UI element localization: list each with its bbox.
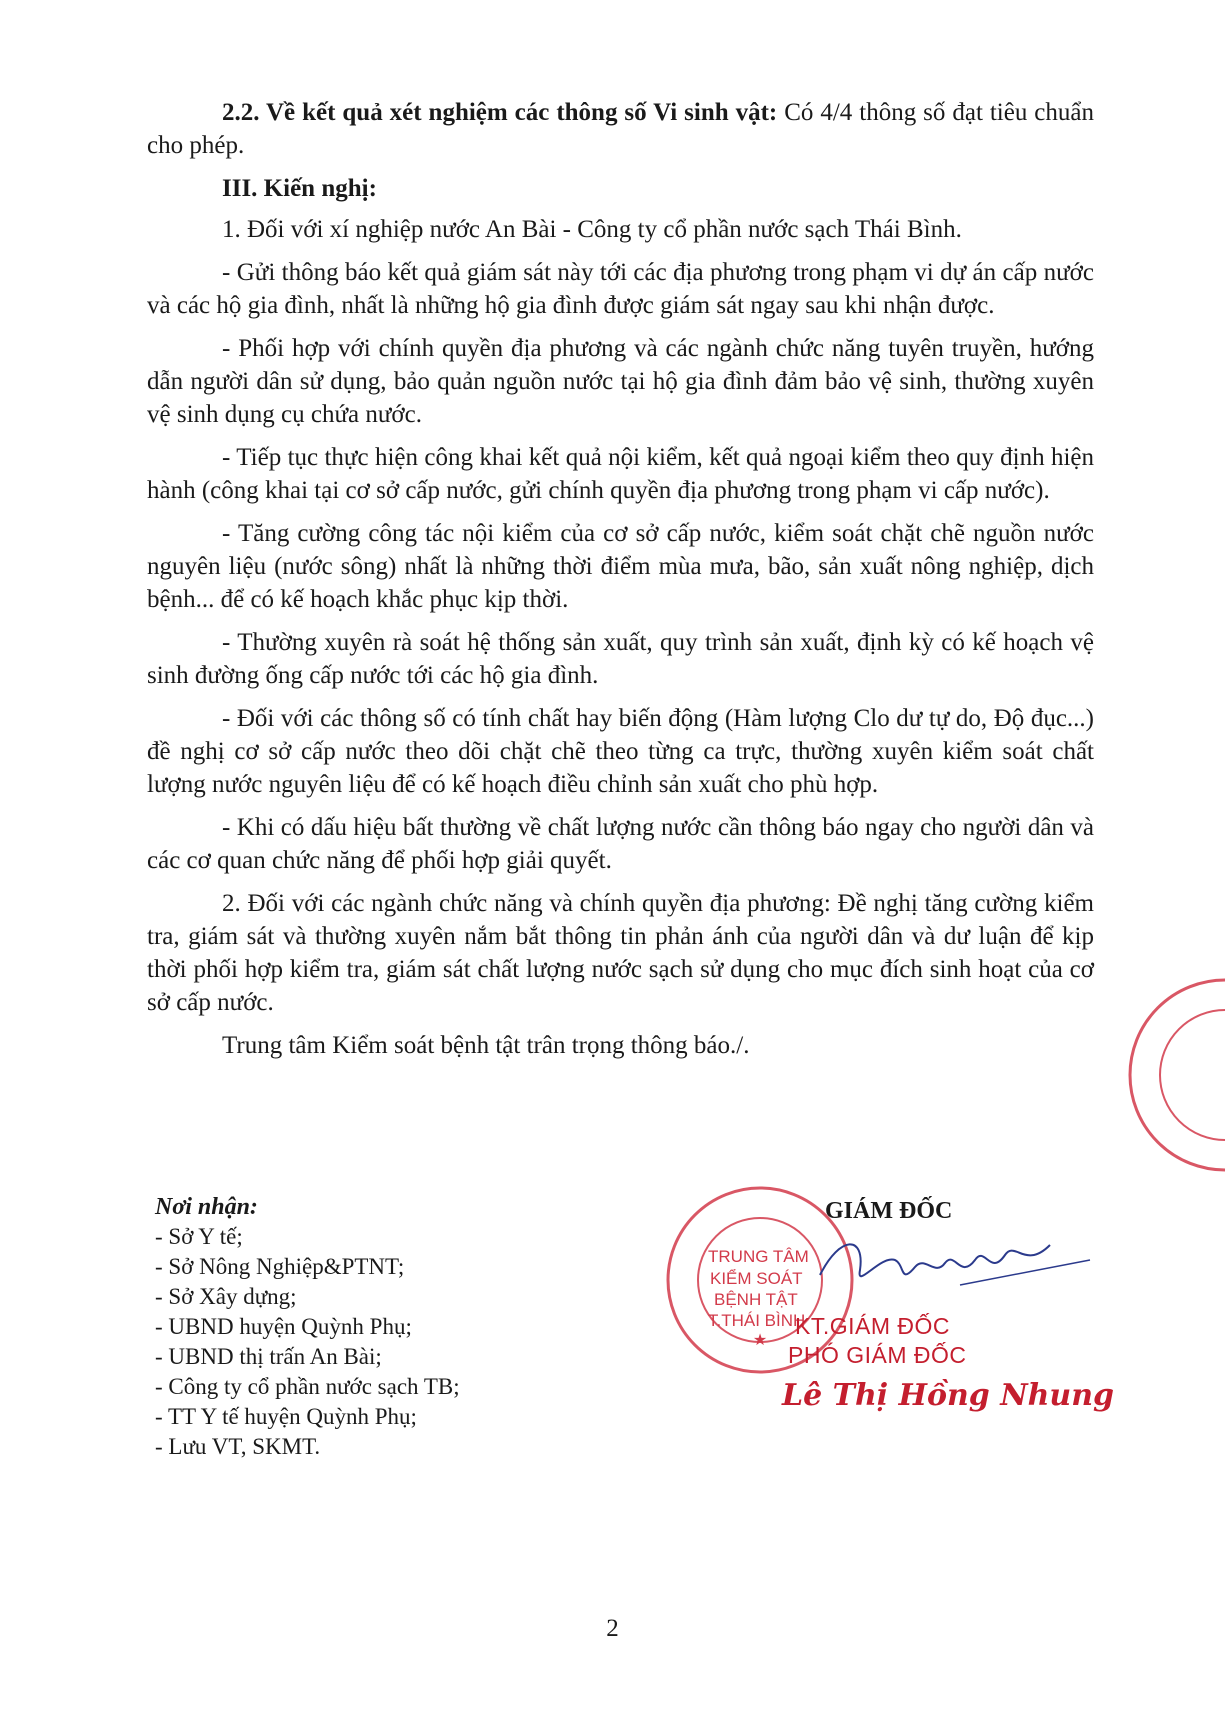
recipient-item: - Lưu VT, SKMT. — [155, 1432, 585, 1462]
recipient-item: - UBND huyện Quỳnh Phụ; — [155, 1312, 585, 1342]
recipient-item: - Công ty cổ phần nước sạch TB; — [155, 1372, 585, 1402]
recipient-item: - UBND thị trấn An Bài; — [155, 1342, 585, 1372]
role-line-2: PHÓ GIÁM ĐỐC — [788, 1342, 967, 1368]
recipients-block — [155, 1192, 585, 1462]
signature-block — [660, 1180, 1120, 1510]
edge-stamp-icon — [1110, 975, 1225, 1175]
role-line-1: KT.GIÁM ĐỐC — [795, 1313, 951, 1339]
director-title: GIÁM ĐỐC — [825, 1198, 953, 1224]
recipient-item: - TT Y tế huyện Quỳnh Phụ; — [155, 1402, 585, 1432]
bullet-paragraph: - Tăng cường công tác nội kiểm của cơ sở cấp nước, kiểm soát chặt chẽ nguồn nước nguyên liệu (nước sông) nhất là những thời điểm mùa mưa, bão, sản xuất nông nghiệp, dịch bệnh... để có kế hoạch khắc phục kịp thời. — [147, 520, 1094, 613]
stamp-line: TRUNG TÂM — [708, 1247, 809, 1266]
bullet-paragraph: - Đối với các thông số có tính chất hay biến động (Hàm lượng Clo dư tự do, Độ đục...) đề nghị cơ sở cấp nước theo dõi chặt chẽ theo từng ca trực, thường xuyên kiểm soát chất lượng nước nguyên liệu để có kế hoạch điều chỉnh sản xuất cho phù hợp. — [147, 705, 1094, 798]
stamp-line: KIỂM SOÁT — [710, 1269, 803, 1288]
recipient-item: - Sở Nông Nghiệp&PTNT; — [155, 1252, 585, 1282]
recipients-list — [155, 1222, 585, 1462]
section-2-2-rest: Có 4/4 thông số đạt tiêu chuẩn cho phép. — [147, 99, 1094, 159]
signer-name: Lê Thị Hồng Nhung — [782, 1378, 1115, 1413]
bullet-paragraph: - Phối hợp với chính quyền địa phương và các ngành chức năng tuyên truyền, hướng dẫn người dân sử dụng, bảo quản nguồn nước tại hộ gia đình đảm bảo vệ sinh, thường xuyên vệ sinh dụng cụ chứa nước. — [147, 335, 1094, 428]
bullet-paragraph: - Khi có dấu hiệu bất thường về chất lượng nước cần thông báo ngay cho người dân và các cơ quan chức năng để phối hợp giải quyết. — [147, 814, 1094, 874]
bullet-paragraph: - Thường xuyên rà soát hệ thống sản xuất, quy trình sản xuất, định kỳ có kế hoạch vệ sinh đường ống cấp nước tới các hộ gia đình. — [147, 629, 1094, 689]
bullet-paragraph: - Gửi thông báo kết quả giám sát này tới các địa phương trong phạm vi dự án cấp nước và các hộ gia đình, nhất là những hộ gia đình được giám sát ngay sau khi nhận được. — [147, 259, 1094, 319]
item-2-paragraph: 2. Đối với các ngành chức năng và chính quyền địa phương: Đề nghị tăng cường kiểm tra, giám sát và thường xuyên nắm bắt thông tin phản ánh của người dân và dư luận để kịp thời phối hợp kiểm tra, giám sát chất lượng nước sạch sử dụng cho mục đích sinh hoạt của cơ sở cấp nước. — [147, 890, 1094, 1016]
stamp-line: BỆNH TẬT — [714, 1290, 798, 1309]
page-number: 2 — [606, 1615, 619, 1642]
section-2-2-lead: 2.2. Về kết quả xét nghiệm các thông số Vi sinh vật: — [222, 99, 778, 126]
section-3-heading: III. Kiến nghị: — [222, 175, 377, 202]
bullet-paragraph: - Tiếp tục thực hiện công khai kết quả nội kiểm, kết quả ngoại kiểm theo quy định hiện hành (công khai tại cơ sở cấp nước, gửi chính quyền địa phương trong phạm vi cấp nước). — [147, 444, 1094, 504]
recipients-title: Nơi nhận: — [155, 1194, 258, 1220]
stamp-line: T.THÁI BÌNH — [708, 1311, 806, 1330]
document-body — [147, 96, 1094, 1072]
svg-text:★: ★ — [752, 1332, 768, 1349]
item-1-title: 1. Đối với xí nghiệp nước An Bài - Công ty cổ phần nước sạch Thái Bình. — [222, 216, 962, 243]
closing-line: Trung tâm Kiểm soát bệnh tật trân trọng thông báo./. — [222, 1032, 750, 1059]
recipient-item: - Sở Xây dựng; — [155, 1282, 585, 1312]
recipient-item: - Sở Y tế; — [155, 1222, 585, 1252]
section-2-2 — [147, 96, 1094, 162]
signature-scribble-icon — [810, 1215, 1100, 1305]
